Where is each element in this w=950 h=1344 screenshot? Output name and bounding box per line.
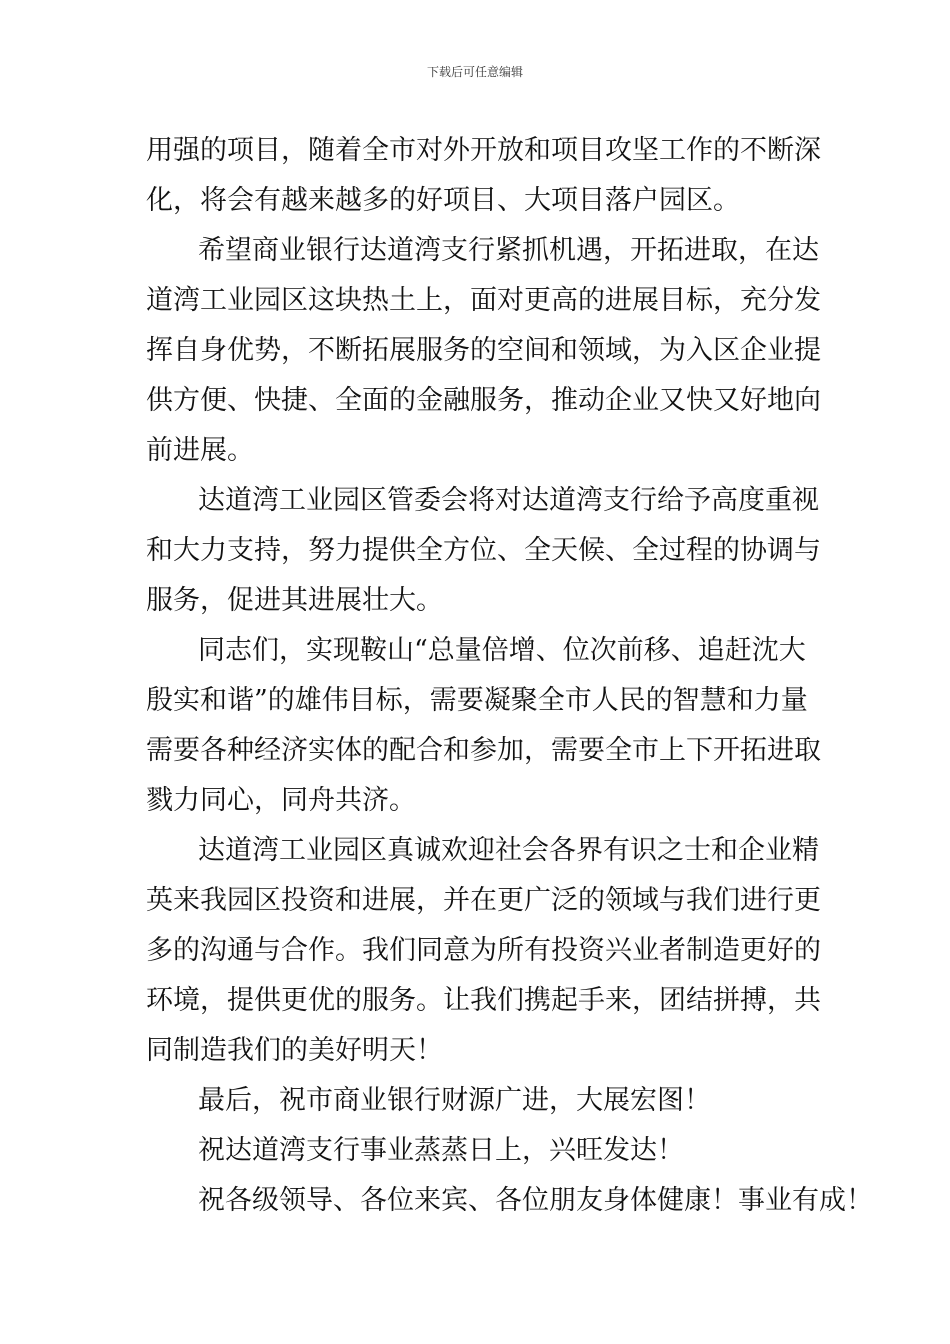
paragraph-first-line: 最后，祝市商业银行财源广进，大展宏图！ — [198, 1085, 711, 1116]
text-line: 多的沟通与合作。我们同意为所有投资兴业者制造更好的 — [146, 935, 821, 966]
text-line: 道湾工业园区这块热土上，面对更高的进展目标，充分发 — [146, 285, 821, 316]
text-line: 需要各种经济实体的配合和参加，需要全市上下开拓进取 — [146, 735, 821, 766]
paragraph-first-line: 达道湾工业园区管委会将对达道湾支行给予高度重视 — [198, 485, 819, 516]
document-body — [146, 126, 873, 1226]
paragraph-first-line: 祝各级领导、各位来宾、各位朋友身体健康！事业有成！ — [198, 1185, 873, 1216]
text-line: 供方便、快捷、全面的金融服务，推动企业又快又好地向 — [146, 385, 821, 416]
text-line: 同制造我们的美好明天！ — [146, 1035, 443, 1066]
text-line: 前进展。 — [146, 435, 254, 466]
text-line: 化，将会有越来越多的好项目、大项目落户园区。 — [146, 185, 740, 216]
text-line: 戮力同心，同舟共济。 — [146, 785, 416, 816]
paragraph-first-line: 祝达道湾支行事业蒸蒸日上，兴旺发达！ — [198, 1135, 684, 1166]
text-line: 用强的项目，随着全市对外开放和项目攻坚工作的不断深 — [146, 135, 821, 166]
text-line: 环境，提供更优的服务。让我们携起手来，团结拼搏，共 — [146, 985, 821, 1016]
text-line: 服务，促进其进展壮大。 — [146, 585, 443, 616]
paragraph-first-line: 希望商业银行达道湾支行紧抓机遇，开拓进取，在达 — [198, 235, 819, 266]
text-line: 和大力支持，努力提供全方位、全天候、全过程的协调与 — [146, 535, 821, 566]
paragraph-first-line: 同志们，实现鞍山“总量倍增、位次前移、追赶沈大 — [198, 635, 806, 666]
text-line: 英来我园区投资和进展，并在更广泛的领域与我们进行更 — [146, 885, 821, 916]
page-header-note: 下载后可任意编辑 — [426, 65, 523, 79]
text-line: 挥自身优势，不断拓展服务的空间和领域，为入区企业提 — [146, 335, 821, 366]
text-line: 殷实和谐”的雄伟目标，需要凝聚全市人民的智慧和力量 — [146, 685, 808, 716]
paragraph-first-line: 达道湾工业园区真诚欢迎社会各界有识之士和企业精 — [198, 835, 819, 866]
